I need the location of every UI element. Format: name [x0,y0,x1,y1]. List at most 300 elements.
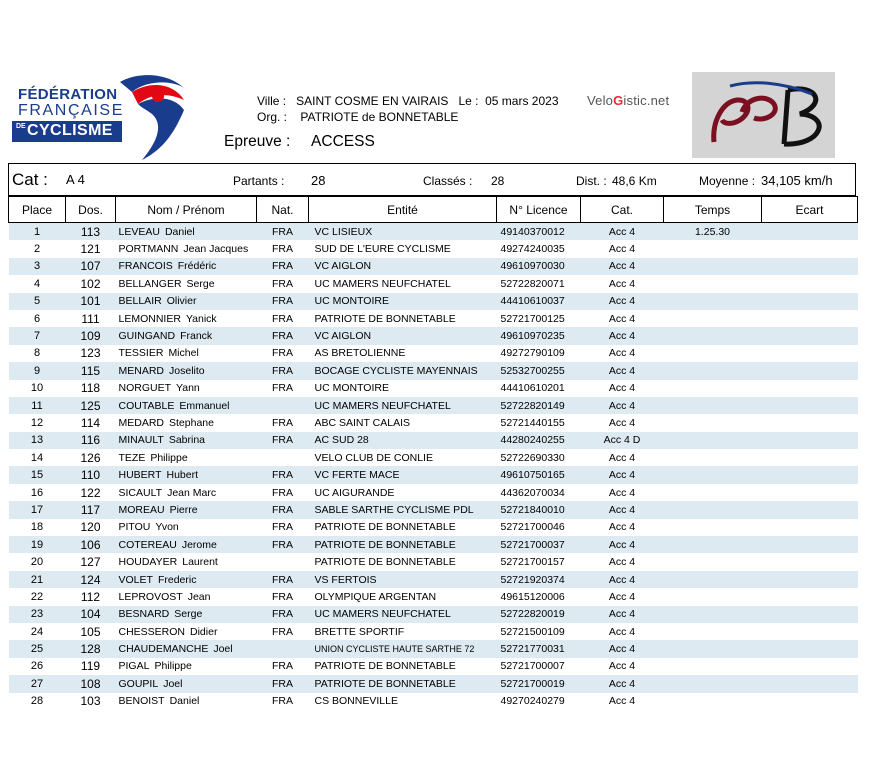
entite-entite: PATRIOTE DE BONNETABLE [314,660,456,673]
place-place: 17 [30,503,44,516]
nat-nat: FRA [272,573,293,586]
place-place: 5 [33,295,41,308]
nat-nat: FRA [272,469,293,482]
velogistic-logo: VeloGistic.net [587,93,670,108]
category-info-bar [8,163,856,196]
place-place: 2 [33,243,41,256]
temps-cell [664,362,762,379]
licence-licence: 52722820149 [500,399,565,412]
cat-cell [581,606,664,623]
place-cell [9,327,66,344]
nat-nat: FRA [272,347,293,360]
cat-cat: Acc 4 [608,399,636,412]
name-cell [116,536,257,553]
cat-cat: Acc 4 [608,260,636,273]
entite-entite: ABC SAINT CALAIS [314,416,411,429]
ecart-cell [762,675,858,692]
entite-entite: AS BRETOLIENNE [314,347,406,360]
name-cell [116,345,257,362]
name-nom: VOLET [118,573,153,586]
nat-cell [257,432,309,449]
table-row [9,606,858,623]
nat-nat: FRA [272,677,293,690]
licence-licence: 52721700046 [500,521,565,534]
date-label: Le : [458,94,479,108]
cat-cat: Acc 4 [608,573,636,586]
entite-cell [309,553,497,570]
table-row [9,345,858,362]
cat-cat: Acc 4 D [603,434,641,447]
moyenne-label: Moyenne : [699,174,756,188]
entite-entite: PATRIOTE DE BONNETABLE [314,538,456,551]
licence-licence: 44280240255 [500,434,565,447]
nat-nat: FRA [272,243,293,256]
ecart-cell [762,640,858,657]
entite-entite: VS FERTOIS [314,573,377,586]
entite-entite: UC MONTOIRE [314,295,389,308]
temps-cell [664,484,762,501]
licence-cell [497,240,581,257]
dos-cell [66,466,116,483]
table-row [9,327,858,344]
table-row [9,380,858,397]
temps-cell [664,466,762,483]
dos-dos: 115 [80,363,101,378]
nat-nat: FRA [272,590,293,603]
temps-cell [664,327,762,344]
nat-cell [257,501,309,518]
cat-cell [581,484,664,501]
cat-cat: Acc 4 [608,451,636,464]
dist-value: 48,6 Km [612,174,657,188]
name-prenom: Yanick [185,312,217,325]
nat-cell [257,588,309,605]
temps-temps: 1.25.30 [694,225,731,238]
name-cell [116,380,257,397]
temps-cell [664,432,762,449]
nat-cell [257,675,309,692]
entite-cell [309,275,497,292]
temps-cell [664,449,762,466]
name-nom: BENOIST [118,695,165,708]
name-nom: COUTABLE [118,399,175,412]
nat-nat: FRA [272,625,293,638]
licence-licence: 44410610037 [500,295,565,308]
place-cell [9,553,66,570]
cat-cell [581,397,664,414]
name-prenom: Daniel [164,225,195,238]
table-row [9,362,858,379]
nat-nat: FRA [272,277,293,290]
nat-cell [257,449,309,466]
dos-cell [66,640,116,657]
dos-dos: 101 [80,294,101,309]
place-place: 9 [33,364,41,377]
place-place: 14 [30,451,44,464]
dos-cell [66,449,116,466]
licence-cell [497,362,581,379]
place-cell [9,432,66,449]
name-prenom: Emmanuel [179,399,230,412]
licence-cell [497,658,581,675]
cat-cell [581,414,664,431]
nat-nat: FRA [272,521,293,534]
name-nom: MENARD [118,364,165,377]
place-place: 15 [30,469,44,482]
name-nom: PORTMANN [118,243,179,256]
licence-licence: 49610970235 [500,330,565,343]
dos-cell [66,258,116,275]
cat-cell [581,380,664,397]
name-nom: MINAULT [118,434,164,447]
dos-dos: 108 [80,676,101,691]
name-prenom: Joselito [169,364,205,377]
nat-cell [257,258,309,275]
place-cell [9,223,66,241]
licence-cell [497,380,581,397]
entite-cell [309,588,497,605]
temps-cell [664,693,762,710]
nat-cell [257,223,309,241]
place-cell [9,293,66,310]
dos-dos: 112 [80,589,101,604]
classes-label: Classés : [423,174,473,188]
dos-cell [66,588,116,605]
place-place: 12 [30,416,44,429]
name-cell [116,658,257,675]
dos-dos: 121 [80,242,101,257]
temps-cell [664,640,762,657]
cat-cell [581,640,664,657]
nat-nat: FRA [272,538,293,551]
cat-cell [581,658,664,675]
place-cell [9,588,66,605]
name-prenom: Serge [174,608,203,621]
ecart-cell [762,327,858,344]
licence-licence: 52721500109 [500,625,565,638]
table-row [9,449,858,466]
nat-cell [257,640,309,657]
nat-cell [257,553,309,570]
epreuve-label: Epreuve : [224,133,291,150]
licence-cell [497,310,581,327]
nat-nat: FRA [272,330,293,343]
org-line [257,110,458,124]
org-value: PATRIOTE de BONNETABLE [300,110,459,124]
table-row [9,310,858,327]
col-header-entite: Entité [309,197,497,223]
nat-cell [257,623,309,640]
temps-cell [664,293,762,310]
cat-cat: Acc 4 [608,469,636,482]
table-row [9,432,858,449]
entite-cell [309,606,497,623]
name-nom: HOUDAYER [118,556,178,569]
entite-cell [309,658,497,675]
cat-value: A 4 [66,172,85,187]
place-place: 27 [30,677,44,690]
place-place: 25 [30,643,44,656]
name-nom: PITOU [118,521,151,534]
entite-cell [309,623,497,640]
ecart-cell [762,623,858,640]
ville-line [257,94,559,108]
ville-label: Ville : [257,94,287,108]
entite-cell [309,571,497,588]
place-place: 7 [33,330,41,343]
name-nom: BELLAIR [118,295,162,308]
place-cell [9,466,66,483]
entite-cell [309,640,497,657]
date-value: 05 mars 2023 [485,94,559,108]
nat-cell [257,327,309,344]
nat-nat: FRA [272,260,293,273]
dos-cell [66,432,116,449]
dos-dos: 125 [80,398,101,413]
place-cell [9,414,66,431]
name-cell [116,553,257,570]
table-row [9,293,858,310]
cat-cell [581,536,664,553]
epreuve-line [224,133,375,151]
name-prenom: Sabrina [168,434,206,447]
licence-licence: 52721700125 [500,312,565,325]
place-cell [9,571,66,588]
cat-cell [581,466,664,483]
dos-cell [66,484,116,501]
table-row [9,553,858,570]
nat-cell [257,380,309,397]
dos-dos: 119 [80,659,101,674]
name-nom: TEZE [118,451,146,464]
entite-entite: SUD DE L'EURE CYCLISME [314,243,451,256]
name-prenom: Hubert [166,469,198,482]
name-prenom: Yann [176,382,200,395]
moyenne-value: 34,105 km/h [761,173,833,188]
cat-cat: Acc 4 [608,382,636,395]
table-row [9,223,858,241]
cat-cell [581,623,664,640]
nat-cell [257,693,309,710]
entite-cell [309,345,497,362]
licence-licence: 49274240035 [500,243,565,256]
cat-cat: Acc 4 [608,608,636,621]
ecart-cell [762,432,858,449]
name-nom: NORGUET [118,382,171,395]
licence-licence: 49615120006 [500,590,565,603]
name-prenom: Daniel [169,695,200,708]
table-row [9,240,858,257]
place-cell [9,640,66,657]
name-nom: FRANCOIS [118,260,173,273]
nat-cell [257,606,309,623]
cat-cell [581,588,664,605]
place-place: 6 [33,312,41,325]
epreuve-value: ACCESS [311,133,375,150]
place-place: 18 [30,521,44,534]
club-logo [692,72,835,158]
table-row [9,258,858,275]
licence-licence: 52532700255 [500,364,565,377]
temps-cell [664,240,762,257]
partants-value: 28 [311,173,326,188]
nat-nat: FRA [272,382,293,395]
cat-cat: Acc 4 [608,225,636,238]
dos-dos: 123 [80,346,101,361]
name-nom: BESNARD [118,608,170,621]
dos-dos: 126 [80,450,101,465]
temps-cell [664,380,762,397]
cat-cell [581,571,664,588]
ecart-cell [762,223,858,241]
entite-entite: BOCAGE CYCLISTE MAYENNAIS [314,364,478,377]
name-prenom: Didier [190,625,218,638]
table-row [9,414,858,431]
licence-licence: 52721770031 [500,643,565,656]
name-nom: GUINGAND [118,330,176,343]
nat-cell [257,310,309,327]
nat-cell [257,571,309,588]
cat-cat: Acc 4 [608,243,636,256]
cat-cat: Acc 4 [608,521,636,534]
nat-nat: FRA [272,312,293,325]
nat-cell [257,536,309,553]
nat-cell [257,345,309,362]
name-cell [116,588,257,605]
cat-cell [581,449,664,466]
name-nom: GOUPIL [118,677,159,690]
licence-licence: 49140370012 [500,225,565,238]
entite-cell [309,432,497,449]
classes-value: 28 [491,174,505,188]
cat-cat: Acc 4 [608,660,636,673]
dos-cell [66,223,116,241]
name-prenom: Franck [180,330,213,343]
name-nom: PIGAL [118,660,150,673]
nat-cell [257,519,309,536]
cat-cell [581,327,664,344]
table-row [9,397,858,414]
ecart-cell [762,258,858,275]
nat-nat: FRA [272,695,293,708]
name-cell [116,606,257,623]
dos-cell [66,345,116,362]
place-place: 24 [30,625,44,638]
cat-cat: Acc 4 [608,330,636,343]
nat-cell [257,275,309,292]
licence-licence: 52721920374 [500,573,565,586]
table-row [9,501,858,518]
licence-cell [497,501,581,518]
nat-nat: FRA [272,660,293,673]
name-prenom: Philippe [150,451,188,464]
dos-cell [66,536,116,553]
dos-dos: 128 [80,642,101,657]
ecart-cell [762,553,858,570]
logo-text-line1: FÉDÉRATION [18,86,118,103]
name-prenom: Michel [168,347,199,360]
entite-entite: PATRIOTE DE BONNETABLE [314,521,456,534]
licence-cell [497,536,581,553]
dos-dos: 122 [80,485,101,500]
col-header-cat: Cat. [581,197,664,223]
dos-dos: 114 [80,415,101,430]
licence-cell [497,327,581,344]
temps-cell [664,606,762,623]
name-nom: HUBERT [118,469,162,482]
name-nom: COTEREAU [118,538,177,551]
licence-cell [497,623,581,640]
name-cell [116,519,257,536]
nat-nat: FRA [272,225,293,238]
ecart-cell [762,658,858,675]
name-nom: TESSIER [118,347,164,360]
temps-cell [664,414,762,431]
licence-cell [497,519,581,536]
cat-cell [581,362,664,379]
ecart-cell [762,536,858,553]
entite-entite: SABLE SARTHE CYCLISME PDL [314,503,474,516]
temps-cell [664,397,762,414]
licence-licence: 52721700157 [500,556,565,569]
logo-text-line3: CYCLISME [27,122,113,139]
temps-cell [664,519,762,536]
entite-cell [309,501,497,518]
place-cell [9,362,66,379]
cat-cell [581,432,664,449]
entite-entite: VELO CLUB DE CONLIE [314,451,433,464]
place-cell [9,484,66,501]
table-row [9,693,858,710]
place-place: 23 [30,608,44,621]
dos-cell [66,397,116,414]
cat-cell [581,310,664,327]
place-place: 10 [30,382,44,395]
dos-dos: 103 [80,694,101,709]
entite-cell [309,327,497,344]
place-place: 16 [30,486,44,499]
dos-cell [66,380,116,397]
nat-cell [257,240,309,257]
name-nom: MEDARD [118,416,165,429]
name-nom: BELLANGER [118,277,182,290]
name-prenom: Jean [187,590,211,603]
name-cell [116,223,257,241]
temps-cell [664,675,762,692]
entite-entite: PATRIOTE DE BONNETABLE [314,312,456,325]
entite-cell [309,397,497,414]
cat-cat: Acc 4 [608,312,636,325]
entite-cell [309,536,497,553]
licence-licence: 52721700019 [500,677,565,690]
entite-entite: CS BONNEVILLE [314,695,398,708]
temps-cell [664,345,762,362]
name-prenom: Serge [186,277,215,290]
table-row [9,571,858,588]
place-place: 11 [31,399,43,412]
name-prenom: Jean Jacques [183,243,249,256]
licence-licence: 52721700007 [500,660,565,673]
name-prenom: Yvon [155,521,179,534]
name-cell [116,501,257,518]
col-header-dos: Dos. [66,197,116,223]
place-place: 3 [33,260,41,273]
entite-cell [309,293,497,310]
cat-cell [581,501,664,518]
place-place: 8 [33,347,41,360]
ecart-cell [762,380,858,397]
table-row [9,675,858,692]
